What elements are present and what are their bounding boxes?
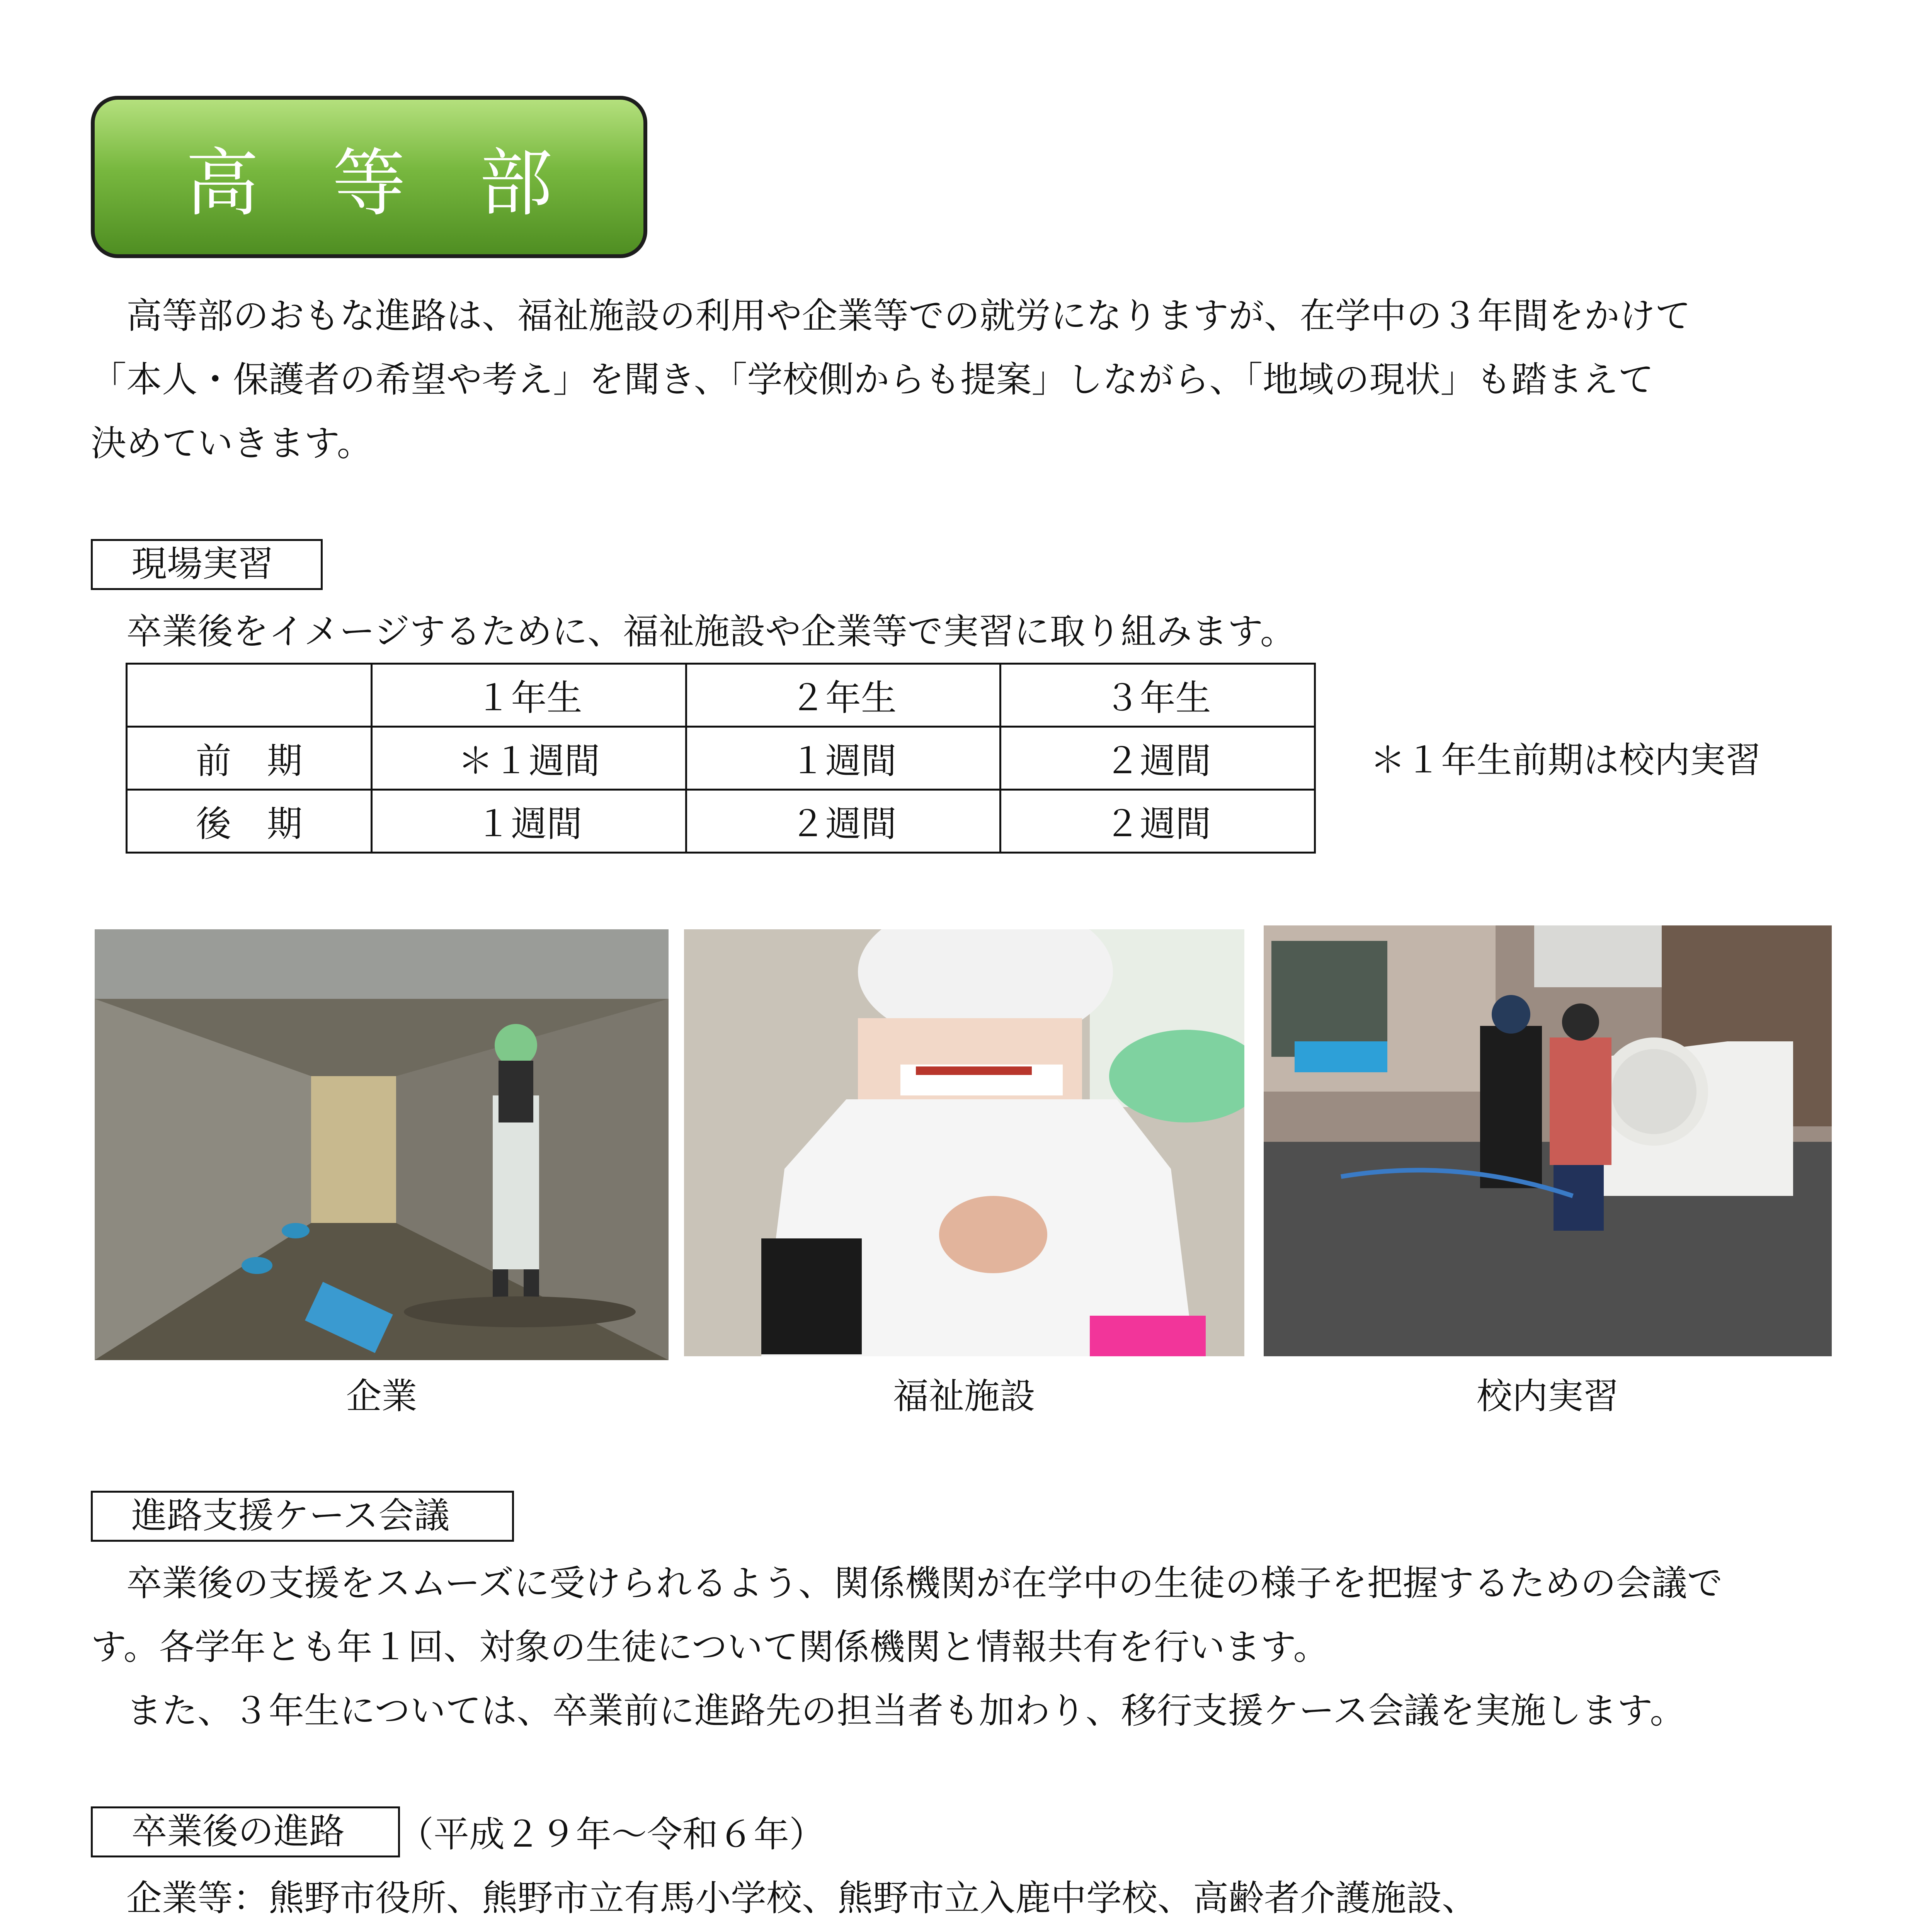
photo-school-internship <box>1264 925 1832 1356</box>
career-label: 卒業後の進路 <box>91 1806 400 1857</box>
table-row <box>127 727 1315 790</box>
section-title-banner <box>91 96 647 258</box>
career-line-1: 企業等：熊野市役所、熊野市立有馬小学校、熊野市立入鹿中学校、高齢者介護施設、 <box>91 1878 1478 1919</box>
case-meeting-line-3: また、３年生については、卒業前に進路先の担当者も加わり、移行支援ケース会議を実施します。 <box>91 1690 1686 1731</box>
table-header-cell: ３年生 <box>1001 664 1315 727</box>
intro-line-2: 「本人・保護者の希望や考え」を聞き、「学校側からも提案」しながら、「地域の現状」も踏まえて <box>91 359 1654 400</box>
section-title: 高 等 部 <box>185 140 553 226</box>
table-header-cell: １年生 <box>372 664 686 727</box>
case-meeting-line-1: 卒業後の支援をスムーズに受けられるよう、関係機関が在学中の生徒の様子を把握するための会議で <box>91 1563 1723 1604</box>
intro-line-3: 決めていきます。 <box>91 423 373 464</box>
internship-desc: 卒業後をイメージするために、福祉施設や企業等で実習に取り組みます。 <box>91 611 1296 652</box>
photo-company-barn <box>95 929 669 1360</box>
table-cell: １週間 <box>372 790 686 853</box>
photo-welfare-facility <box>684 929 1244 1356</box>
table-row-label: 後 期 <box>127 790 372 853</box>
table-cell: ２週間 <box>1001 790 1315 853</box>
internship-schedule-table <box>126 663 1316 854</box>
table-cell: ２週間 <box>686 790 1001 853</box>
photo-caption-welfare: 福祉施設 <box>893 1376 1035 1417</box>
internship-label: 現場実習 <box>91 539 323 590</box>
table-header-cell: ２年生 <box>686 664 1001 727</box>
table-cell: １週間 <box>686 727 1001 790</box>
table-cell <box>127 664 372 727</box>
career-period: （平成２９年～令和６年） <box>398 1814 825 1855</box>
intro-line-1: 高等部のおもな進路は、福祉施設の利用や企業等での就労になりますが、在学中の３年間をかけて <box>91 295 1691 337</box>
case-meeting-label: 進路支援ケース会議 <box>91 1491 514 1542</box>
case-meeting-line-2: す。各学年とも年１回、対象の生徒について関係機関と情報共有を行います。 <box>91 1626 1329 1668</box>
internship-note: ＊１年生前期は校内実習 <box>1370 740 1761 781</box>
table-row <box>127 790 1315 853</box>
table-cell: ＊１週間 <box>372 727 686 790</box>
career-line-2 <box>91 1930 1644 1932</box>
photo-caption-school: 校内実習 <box>1476 1376 1619 1417</box>
table-cell: ２週間 <box>1001 727 1315 790</box>
table-header-row <box>127 664 1315 727</box>
photo-caption-company: 企業 <box>346 1376 417 1417</box>
table-row-label: 前 期 <box>127 727 372 790</box>
